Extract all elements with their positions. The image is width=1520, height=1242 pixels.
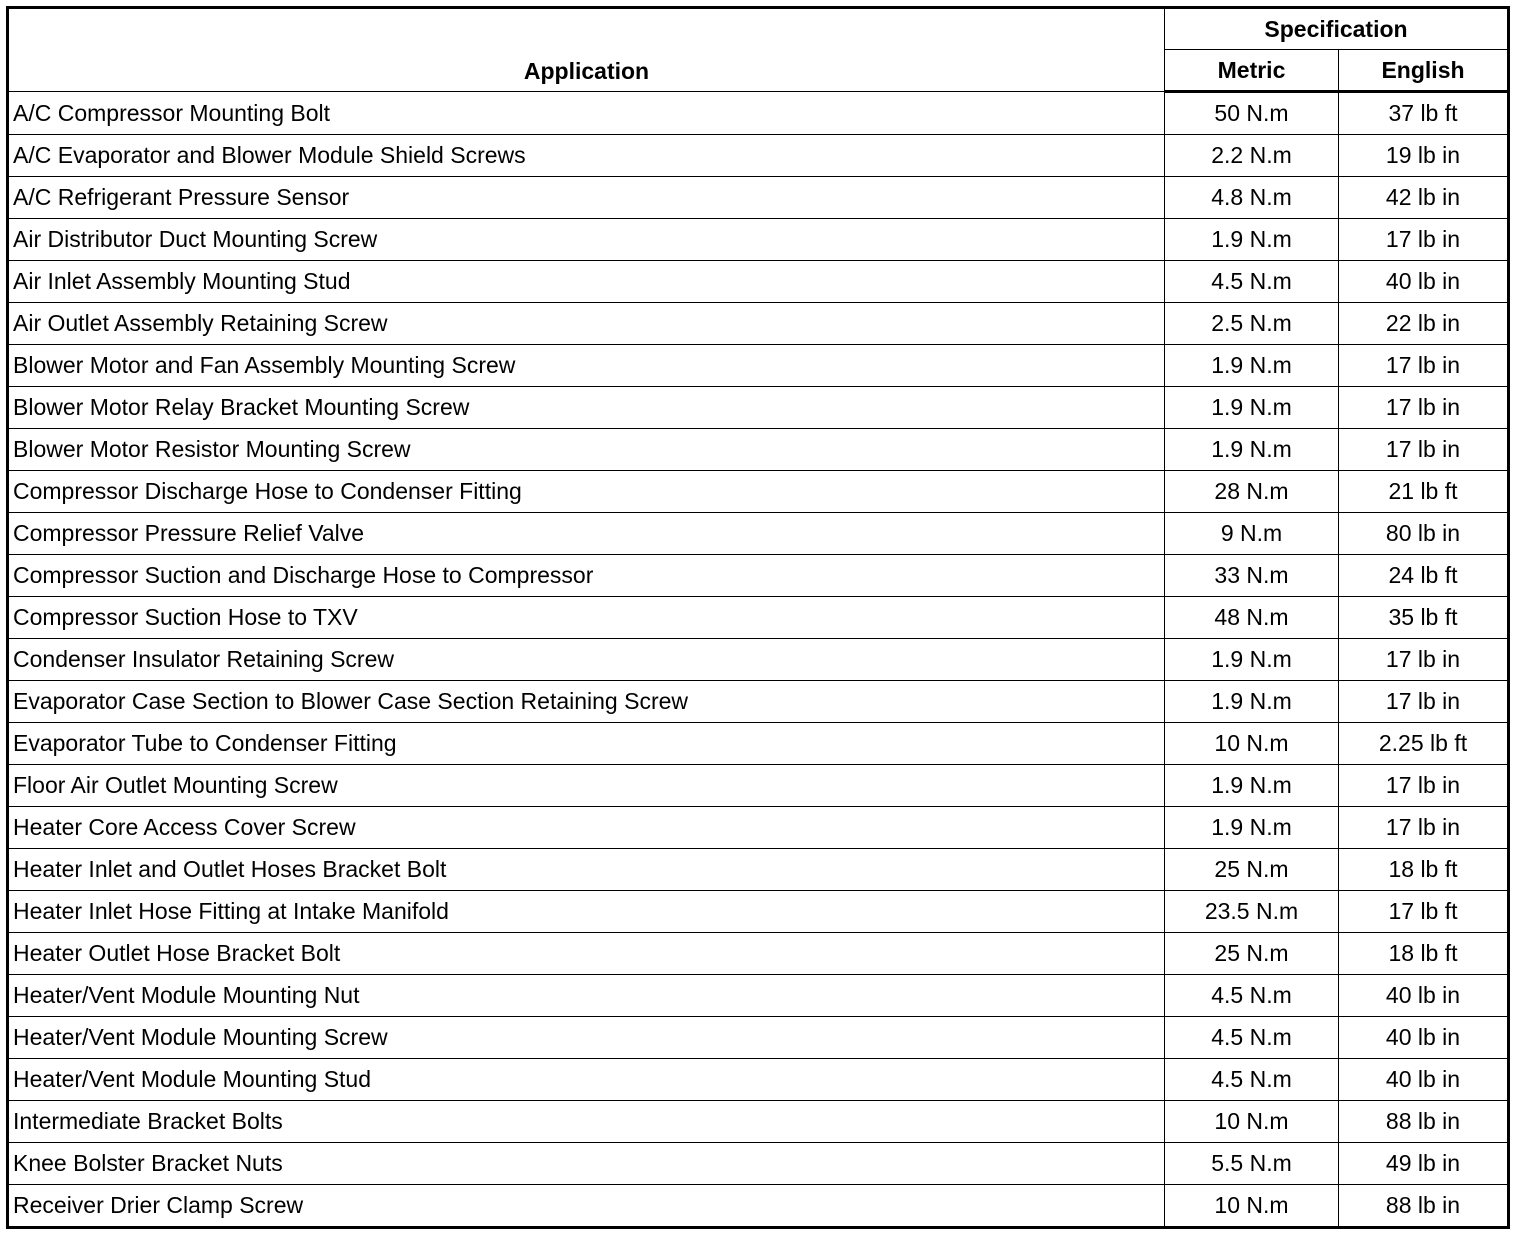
application-cell: Air Outlet Assembly Retaining Screw bbox=[8, 303, 1165, 345]
metric-cell: 1.9 N.m bbox=[1165, 765, 1339, 807]
table-row bbox=[8, 387, 1509, 429]
english-cell: 42 lb in bbox=[1339, 177, 1509, 219]
table-row bbox=[8, 177, 1509, 219]
metric-cell: 4.5 N.m bbox=[1165, 1017, 1339, 1059]
application-header: Application bbox=[8, 8, 1165, 92]
metric-cell: 1.9 N.m bbox=[1165, 681, 1339, 723]
application-cell: A/C Compressor Mounting Bolt bbox=[8, 92, 1165, 135]
english-cell: 18 lb ft bbox=[1339, 933, 1509, 975]
application-cell: Heater Inlet Hose Fitting at Intake Manifold bbox=[8, 891, 1165, 933]
application-cell: Blower Motor and Fan Assembly Mounting Screw bbox=[8, 345, 1165, 387]
english-cell: 35 lb ft bbox=[1339, 597, 1509, 639]
metric-cell: 25 N.m bbox=[1165, 933, 1339, 975]
table-row bbox=[8, 891, 1509, 933]
english-cell: 19 lb in bbox=[1339, 135, 1509, 177]
metric-cell: 2.5 N.m bbox=[1165, 303, 1339, 345]
english-cell: 17 lb in bbox=[1339, 765, 1509, 807]
english-cell: 40 lb in bbox=[1339, 1017, 1509, 1059]
english-cell: 17 lb ft bbox=[1339, 891, 1509, 933]
metric-cell: 1.9 N.m bbox=[1165, 345, 1339, 387]
table-row bbox=[8, 261, 1509, 303]
table-row bbox=[8, 639, 1509, 681]
metric-cell: 1.9 N.m bbox=[1165, 807, 1339, 849]
metric-cell: 10 N.m bbox=[1165, 1101, 1339, 1143]
application-cell: Air Inlet Assembly Mounting Stud bbox=[8, 261, 1165, 303]
table-row bbox=[8, 597, 1509, 639]
english-cell: 49 lb in bbox=[1339, 1143, 1509, 1185]
application-cell: A/C Refrigerant Pressure Sensor bbox=[8, 177, 1165, 219]
table-row bbox=[8, 135, 1509, 177]
application-cell: Compressor Suction and Discharge Hose to Compressor bbox=[8, 555, 1165, 597]
table-row bbox=[8, 765, 1509, 807]
metric-cell: 2.2 N.m bbox=[1165, 135, 1339, 177]
english-cell: 17 lb in bbox=[1339, 639, 1509, 681]
application-cell: Heater Inlet and Outlet Hoses Bracket Bolt bbox=[8, 849, 1165, 891]
metric-cell: 23.5 N.m bbox=[1165, 891, 1339, 933]
english-cell: 40 lb in bbox=[1339, 1059, 1509, 1101]
table-row bbox=[8, 555, 1509, 597]
table-row bbox=[8, 471, 1509, 513]
english-cell: 24 lb ft bbox=[1339, 555, 1509, 597]
metric-cell: 4.5 N.m bbox=[1165, 261, 1339, 303]
english-cell: 17 lb in bbox=[1339, 219, 1509, 261]
english-cell: 17 lb in bbox=[1339, 681, 1509, 723]
application-cell: Heater/Vent Module Mounting Stud bbox=[8, 1059, 1165, 1101]
english-cell: 2.25 lb ft bbox=[1339, 723, 1509, 765]
english-cell: 18 lb ft bbox=[1339, 849, 1509, 891]
application-cell: Receiver Drier Clamp Screw bbox=[8, 1185, 1165, 1228]
application-cell: Compressor Discharge Hose to Condenser Fitting bbox=[8, 471, 1165, 513]
english-cell: 22 lb in bbox=[1339, 303, 1509, 345]
english-header: English bbox=[1339, 50, 1509, 92]
application-cell: Evaporator Tube to Condenser Fitting bbox=[8, 723, 1165, 765]
application-cell: Blower Motor Relay Bracket Mounting Screw bbox=[8, 387, 1165, 429]
specification-header: Specification bbox=[1165, 8, 1509, 50]
metric-header: Metric bbox=[1165, 50, 1339, 92]
table-row bbox=[8, 849, 1509, 891]
metric-cell: 1.9 N.m bbox=[1165, 387, 1339, 429]
application-cell: Intermediate Bracket Bolts bbox=[8, 1101, 1165, 1143]
metric-cell: 4.5 N.m bbox=[1165, 975, 1339, 1017]
metric-cell: 1.9 N.m bbox=[1165, 219, 1339, 261]
metric-cell: 25 N.m bbox=[1165, 849, 1339, 891]
table-row bbox=[8, 723, 1509, 765]
metric-cell: 50 N.m bbox=[1165, 92, 1339, 135]
table-row bbox=[8, 429, 1509, 471]
table-row bbox=[8, 513, 1509, 555]
application-cell: Heater/Vent Module Mounting Nut bbox=[8, 975, 1165, 1017]
table-row bbox=[8, 1185, 1509, 1228]
application-cell: A/C Evaporator and Blower Module Shield Screws bbox=[8, 135, 1165, 177]
table-row bbox=[8, 1059, 1509, 1101]
application-cell: Evaporator Case Section to Blower Case Section Retaining Screw bbox=[8, 681, 1165, 723]
application-cell: Air Distributor Duct Mounting Screw bbox=[8, 219, 1165, 261]
english-cell: 40 lb in bbox=[1339, 975, 1509, 1017]
metric-cell: 1.9 N.m bbox=[1165, 429, 1339, 471]
table-row bbox=[8, 1101, 1509, 1143]
table-row bbox=[8, 1143, 1509, 1185]
application-cell: Compressor Pressure Relief Valve bbox=[8, 513, 1165, 555]
application-cell: Floor Air Outlet Mounting Screw bbox=[8, 765, 1165, 807]
table-row bbox=[8, 933, 1509, 975]
metric-cell: 10 N.m bbox=[1165, 723, 1339, 765]
table-row bbox=[8, 92, 1509, 135]
metric-cell: 48 N.m bbox=[1165, 597, 1339, 639]
table-row bbox=[8, 303, 1509, 345]
metric-cell: 5.5 N.m bbox=[1165, 1143, 1339, 1185]
metric-cell: 33 N.m bbox=[1165, 555, 1339, 597]
application-cell: Heater/Vent Module Mounting Screw bbox=[8, 1017, 1165, 1059]
metric-cell: 10 N.m bbox=[1165, 1185, 1339, 1228]
english-cell: 37 lb ft bbox=[1339, 92, 1509, 135]
application-cell: Knee Bolster Bracket Nuts bbox=[8, 1143, 1165, 1185]
english-cell: 17 lb in bbox=[1339, 345, 1509, 387]
english-cell: 17 lb in bbox=[1339, 387, 1509, 429]
application-cell: Blower Motor Resistor Mounting Screw bbox=[8, 429, 1165, 471]
metric-cell: 4.5 N.m bbox=[1165, 1059, 1339, 1101]
table-row bbox=[8, 1017, 1509, 1059]
english-cell: 80 lb in bbox=[1339, 513, 1509, 555]
table-row bbox=[8, 681, 1509, 723]
table-row bbox=[8, 975, 1509, 1017]
metric-cell: 4.8 N.m bbox=[1165, 177, 1339, 219]
english-cell: 40 lb in bbox=[1339, 261, 1509, 303]
application-cell: Compressor Suction Hose to TXV bbox=[8, 597, 1165, 639]
application-cell: Condenser Insulator Retaining Screw bbox=[8, 639, 1165, 681]
english-cell: 17 lb in bbox=[1339, 807, 1509, 849]
application-cell: Heater Core Access Cover Screw bbox=[8, 807, 1165, 849]
table-row bbox=[8, 345, 1509, 387]
table-row bbox=[8, 219, 1509, 261]
metric-cell: 1.9 N.m bbox=[1165, 639, 1339, 681]
table-row bbox=[8, 807, 1509, 849]
header-row-top bbox=[8, 8, 1509, 50]
english-cell: 88 lb in bbox=[1339, 1101, 1509, 1143]
english-cell: 21 lb ft bbox=[1339, 471, 1509, 513]
table-body bbox=[8, 92, 1509, 1228]
english-cell: 17 lb in bbox=[1339, 429, 1509, 471]
fastener-specification-table bbox=[6, 6, 1510, 1229]
metric-cell: 9 N.m bbox=[1165, 513, 1339, 555]
english-cell: 88 lb in bbox=[1339, 1185, 1509, 1228]
application-cell: Heater Outlet Hose Bracket Bolt bbox=[8, 933, 1165, 975]
metric-cell: 28 N.m bbox=[1165, 471, 1339, 513]
